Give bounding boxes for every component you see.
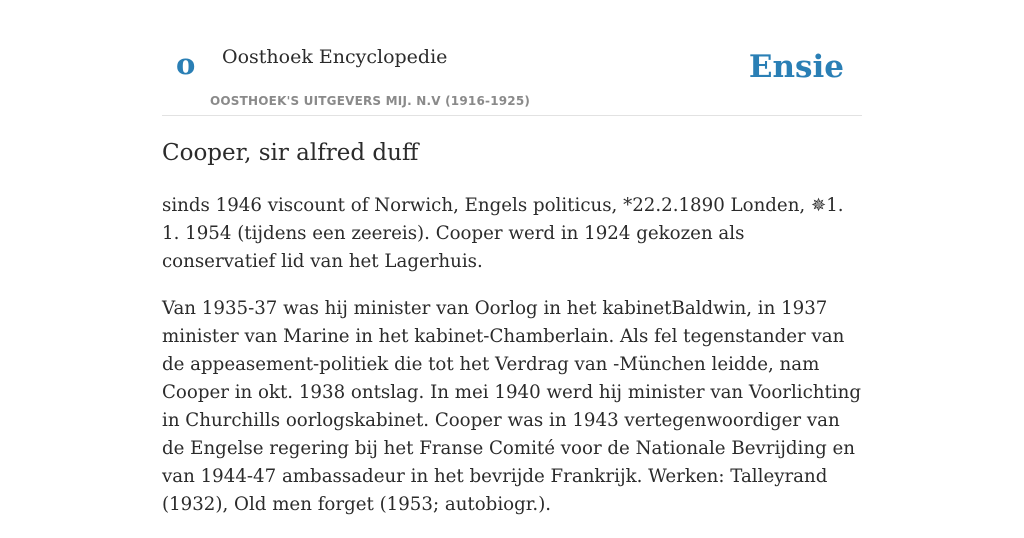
logo-mark[interactable]: o xyxy=(176,47,196,81)
entry-body xyxy=(162,192,862,538)
entry-title: Cooper, sir alfred duff xyxy=(162,140,419,166)
site-title[interactable]: Oosthoek Encyclopedie xyxy=(222,46,448,68)
entry-paragraph: sinds 1946 viscount of Norwich, Engels politicus, *22.2.1890 Londen, ✵1. 1. 1954 (tijdens een zeereis). Cooper werd in 1924 gekozen als conservatief lid van het Lagerhuis. xyxy=(162,195,844,272)
site-subtitle: OOSTHOEK'S UITGEVERS MIJ. N.V (1916-1925) xyxy=(210,94,531,108)
site-header xyxy=(162,0,862,116)
ensie-logo[interactable]: Ensie xyxy=(748,49,844,85)
page-container xyxy=(162,0,862,515)
entry-paragraph: Van 1935-37 was hij minister van Oorlog in het kabinetBaldwin, in 1937 minister van Marine in het kabinet-Chamberlain. Als fel tegenstander van de appeasement-politiek die tot het Verdrag van -München leidde, nam Cooper in okt. 1938 ontslag. In mei 1940 werd hij minister van Voorlichting in Churchills oorlogskabinet. Cooper was in 1943 vertegenwoordiger van de Engelse regering bij het Franse Comité voor de Nationale Bevrijding en van 1944-47 ambassadeur in het bevrijde Frankrijk. Werken: Talleyrand (1932), Old men forget (1953; autobiogr.). xyxy=(162,298,862,515)
